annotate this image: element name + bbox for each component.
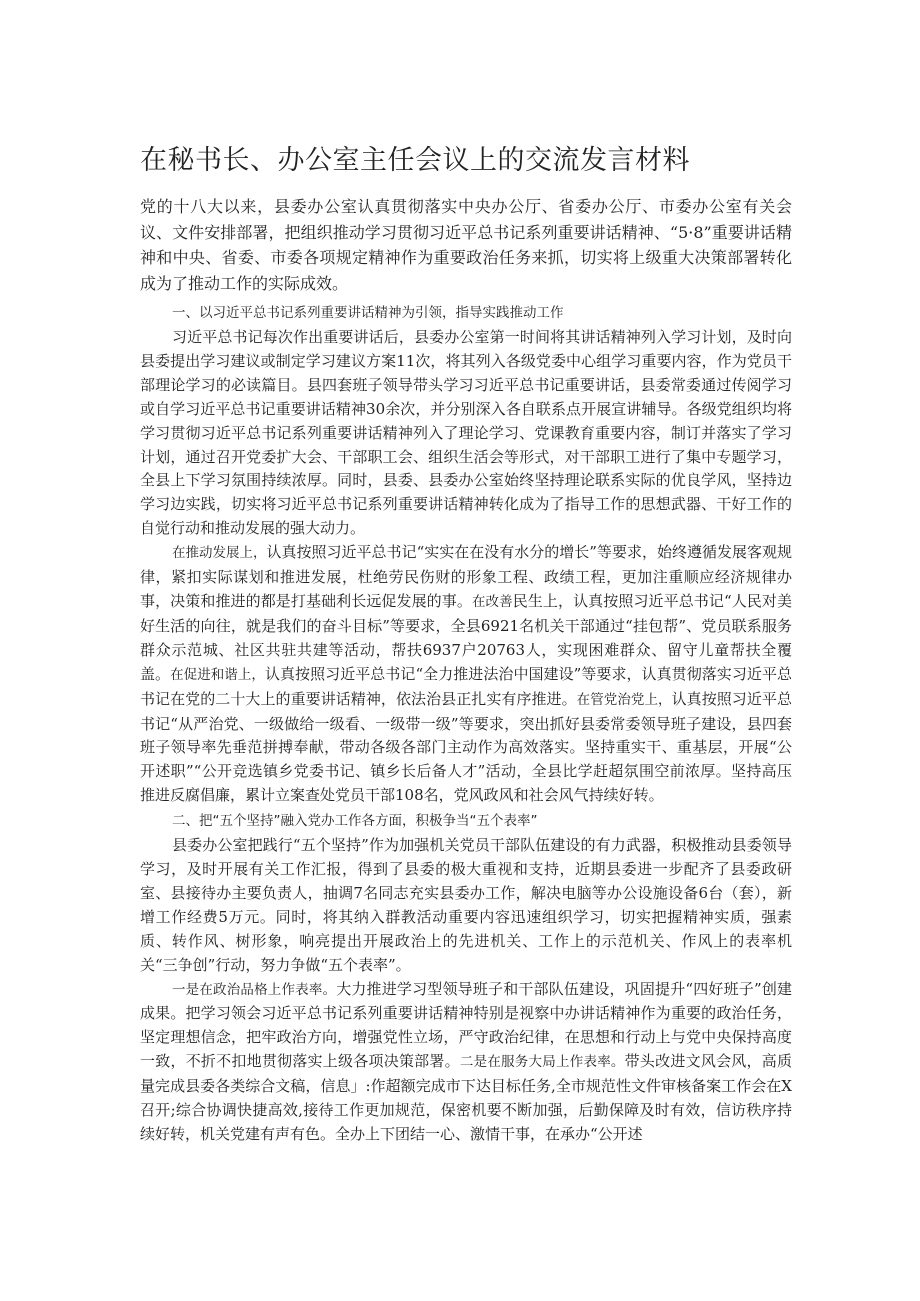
document-body <box>140 194 792 1147</box>
section-1-paragraph-1: 习近平总书记每次作出重要讲话后，县委办公室第一时间将其讲话精神列入学习计划，及时向县委提出学习建议或制定学习建议方案11次，将其列入各级党委中心组学习重要内容，作为党员干部理论学习的必读篇目。县四套班子领导带头学习习近平总书记重要讲话，县委常委通过传阅学习或自学习近平总书记重要讲话精神30余次，并分别深入各自联系点开展宣讲辅导。各级党组织均将学习贯彻习近平总书记系列重要讲话精神列入了理论学习、党课教育重要内容，制订并落实了学习计划，通过召开党委扩大会、干部职工会、组织生活会等形式，对干部职工进行了集中专题学习，全县上下学习氛围持续浓厚。同时，县委、县委办公室始终坚持理论联系实际的优良学风，坚持边学习边实践，切实将习近平总书记系列重要讲话精神转化成为了指导工作的思想武器、干好工作的自觉行动和推动发展的强大动力。 <box>140 328 792 538</box>
lead-phrase: 在推动发展上， <box>172 545 267 562</box>
section-1-heading: 一、以习近平总书记系列重要讲话精神为引领，指导实践推动工作 <box>172 305 564 321</box>
section-1-paragraph-2 <box>140 541 792 808</box>
paragraph-text: 带头改进文风会风，高质量完成县委各类综合文稿，信息」:作超额完成市下达目标任务,全市规范性文件审核备案工作会在X召开;综合协调快捷高效,接待工作更加规范，保密机要不断加强，后勤保障及时有效，信访秩序持续好转，机关党建有声有色。全办上下团结一心、激情干事，在承办“公开述 <box>140 1052 792 1143</box>
document-title: 在秘书长、办公室主任会议上的交流发言材料 <box>140 145 690 176</box>
lead-phrase: 在管党治党上， <box>576 691 672 708</box>
paragraph-text: 民生上，认真按照习近平总书记“人民对美好生活的向往，就是我们的奋斗目标”等要求，全县6921名机关干部通过“挂包帮”、党员联系服务群众示范城、社区共驻共建等活动，帮扶6937户20763人，实现困难群众、留守儿童帮扶全覆盖。 <box>140 591 793 683</box>
paragraph-text: 认真按照习近平总书记“全力推进法治中国建设”等要求，认真贯彻落实习近平总书记在党的二十大上的重要讲话精神，依法治县正扎实有序推进。 <box>140 664 792 708</box>
section-2-paragraph-2 <box>140 978 792 1147</box>
intro-paragraph: 党的十八大以来，县委办公室认真贯彻落实中央办公厅、省委办公厅、市委办公室有关会议、文件安排部署，把组织推动学习贯彻习近平总书记系列重要讲话精神、“5·8”重要讲话精神和中央、省委、市委各项规定精神作为重要政治任务来抓，切实将上级重大决策部署转化成为了推动工作的实际成效。 <box>140 197 792 293</box>
lead-phrase: 在改善 <box>471 593 513 610</box>
paragraph-text: 认真按照习近平总书记“实实在在没有水分的增长”等要求，始终遵循发展客观规律，紧扣实际谋划和推进发展，杜绝劳民伤财的形象工程、政绩工程，更加注重顺应经济规律办事，决策和推进的都是打基础利长远促发展的事。 <box>140 543 793 610</box>
section-2-paragraph-1: 县委办公室把践行“五个坚持”作为加强机关党员干部队伍建设的有力武器，积极推动县委领导学习，及时开展有关工作汇报，得到了县委的极大重视和支持，近期县委进一步配齐了县委政研室、县接待办主要负责人，抽调7名同志充实县委办工作，解决电脑等办公设施设备6台（套），新增工作经费5万元。同时，将其纳入群教活动重要内容迅速组织学习，切实把握精神实质，强素质、转作风、树形象，响亮提出开展政治上的先进机关、工作上的示范机关、作风上的表率机关“三争创”行动，努力争做“五个表率”。 <box>140 836 792 974</box>
lead-phrase: 在促进和谐上， <box>170 666 265 683</box>
paragraph-text: 认真按照习近平总书记“从严治党、一级做给一级看、一级带一级”等要求，突出抓好县委常委领导班子建设，县四套班子领导率先垂范拼搏奉献，带动各级各部门主动作为高效落实。坚持重实干、重基层，开展“公开述职”“公开竞选镇乡党委书记、镇乡长后备人才”活动，全县比学赶超氛围空前浓厚。坚持高压推进反腐倡廉，累计立案查处党员干部108名，党风政风和社会风气持续好转。 <box>140 689 792 805</box>
lead-phrase: 一是在政治品格上作表率。 <box>172 981 337 998</box>
section-2-heading: 二、把“五个坚持”融入党办工作各方面，积极争当“五个表率” <box>172 813 538 830</box>
lead-phrase: 二是在服务大局上作表率。 <box>459 1054 625 1071</box>
paragraph-text: 大力推进学习型领导班子和干部队伍建设，巩固提升“四好班子”创建成果。把学习领会习近平总书记系列重要讲话精神特别是视察中办讲话精神作为重要的政治任务，坚定理想信念，把牢政治方向，增强党性立场，严守政治纪律，在思想和行动上与党中央保持高度一致，不折不扣地贯彻落实上级各项决策部署。 <box>140 979 792 1071</box>
